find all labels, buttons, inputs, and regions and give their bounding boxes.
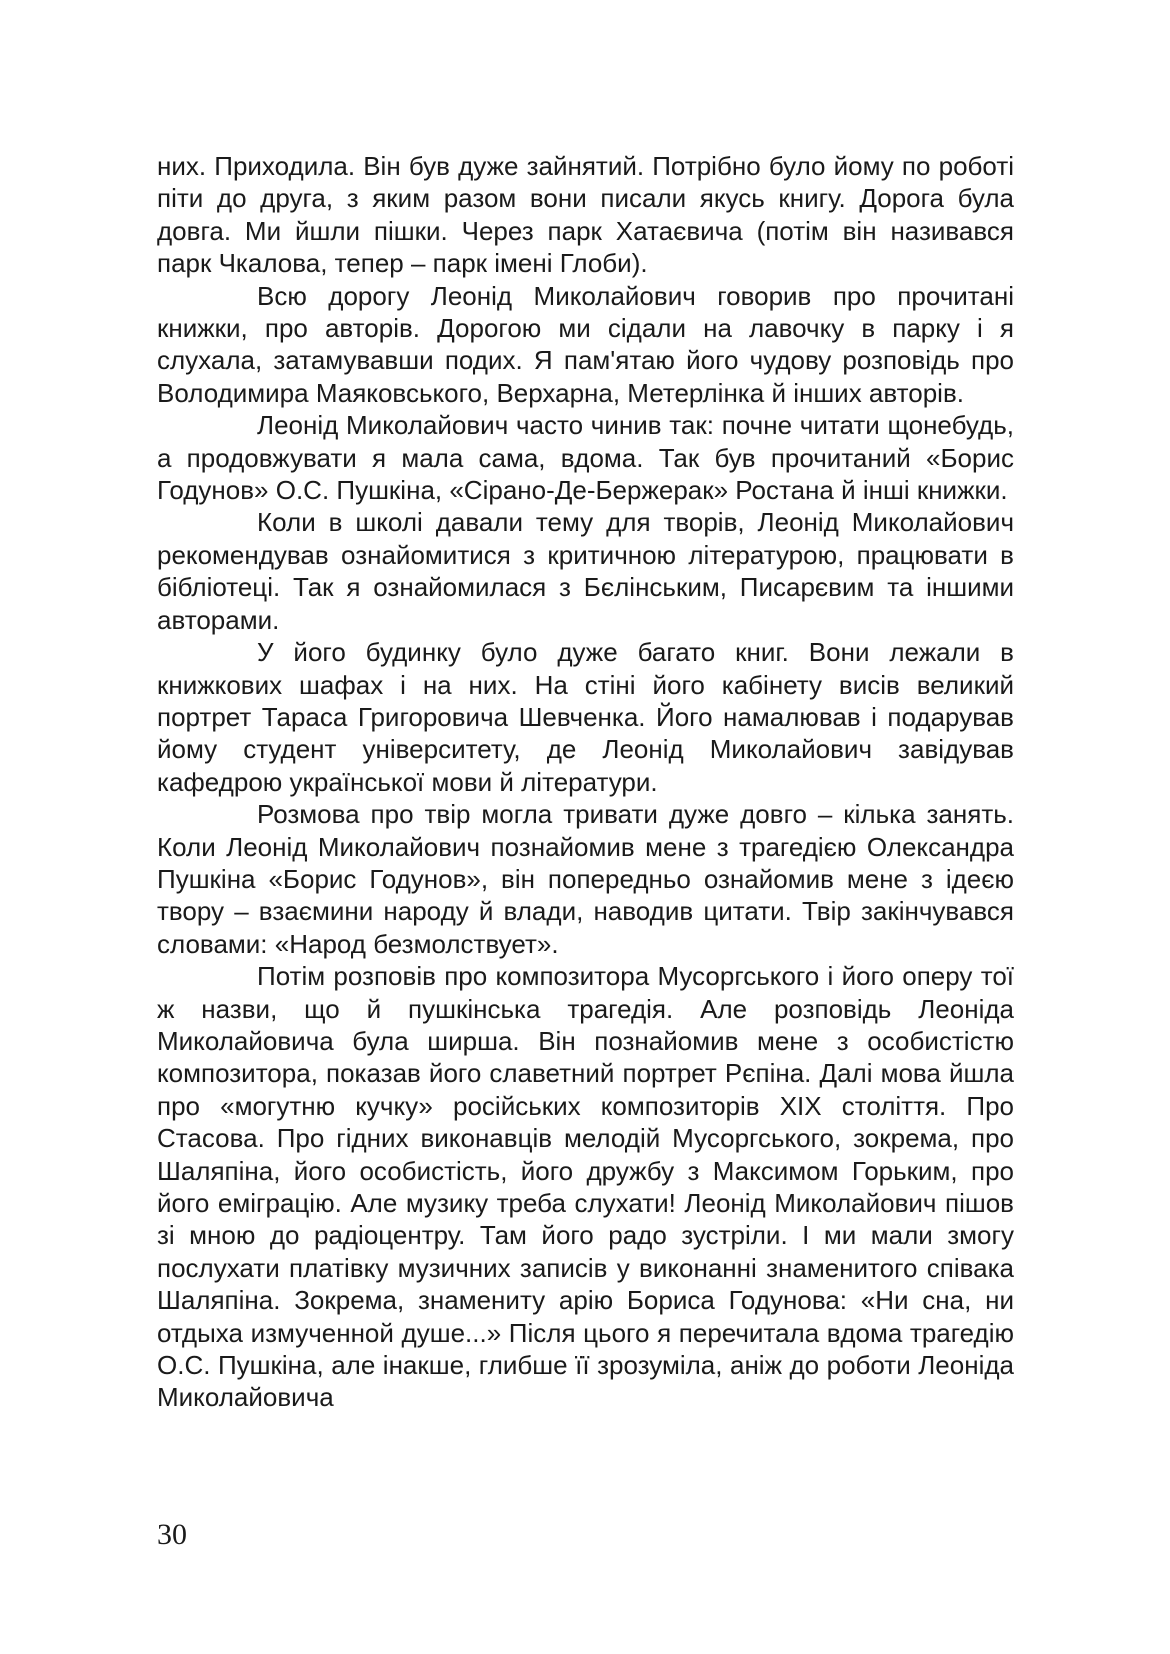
paragraph: У його будинку було дуже багато книг. Вони лежали в книжкових шафах і на них. На стіні його кабінету висів великий портрет Тараса Григоровича Шевченка. Його намалював і подарував йому студент університету, де Леонід Миколайович завідував кафедрою української мови й літератури. [157,637,1014,797]
body-text [157,150,1014,1414]
paragraph: Розмова про твір могла тривати дуже довго – кілька занять. Коли Леонід Миколайович познайомив мене з трагедією Олександра Пушкіна «Борис Годунов», він попередньо ознайомив мене з ідеєю твору – взаємини народу й влади, наводив цитати. Твір закінчувався словами: «Народ безмолствует». [157,799,1014,959]
paragraph: Всю дорогу Леонід Миколайович говорив про прочитані книжки, про авторів. Дорогою ми сідали на лавочку в парку і я слухала, затамувавши подих. Я пам'ятаю його чудову розповідь про Володимира Маяковського, Верхарна, Метерлінка й інших авторів. [157,280,1014,408]
page-number: 30 [157,1518,187,1551]
paragraph: Леонід Миколайович часто чинив так: почне читати щонебудь, а продовжувати я мала сама, вдома. Так був прочитаний «Борис Годунов» О.С. Пушкіна, «Сірано-Де-Бержерак» Ростана й інші книжки. [157,410,1014,506]
paragraph: Потім розповів про композитора Мусоргського і його оперу тої ж назви, що й пушкінська трагедія. Але розповідь Леоніда Миколайовича була ширша. Він познайомив мене з особистістю композитора, показав його славетний портрет Рєпіна. Далі мова йшла про «могутню кучку» російських композиторів XIX століття. Про Стасова. Про гідних виконавців мелодій Мусоргського, зокрема, про Шаляпіна, його особистість, його дружбу з Максимом Горьким, про його еміграцію. Але музику треба слухати! Леонід Миколайович пішов зі мною до радіоцентру. Там його радо зустріли. І ми мали змогу послухати платівку музичних записів у виконанні знаменитого співака Шаляпіна. Зокрема, знамениту арію Бориса Годунова: «Ни сна, ни отдыха измученной душе...» Після цього я перечитала вдома трагедію О.С. Пушкіна, але інакше, глибше її зрозуміла, аніж до роботи Леоніда Миколайовича [157,961,1014,1413]
paragraph: них. Приходила. Він був дуже зайнятий. Потрібно було йому по роботі піти до друга, з яким разом вони писали якусь книгу. Дорога була довга. Ми йшли пішки. Через парк Хатаєвича (потім він називався парк Чкалова, тепер – парк імені Глоби). [157,151,1014,279]
paragraph: Коли в школі давали тему для творів, Леонід Миколайович рекомендував ознайомитися з критичною літературою, працювати в бібліотеці. Так я ознайомилася з Бєлінським, Писарєвим та іншими авторами. [157,507,1014,635]
